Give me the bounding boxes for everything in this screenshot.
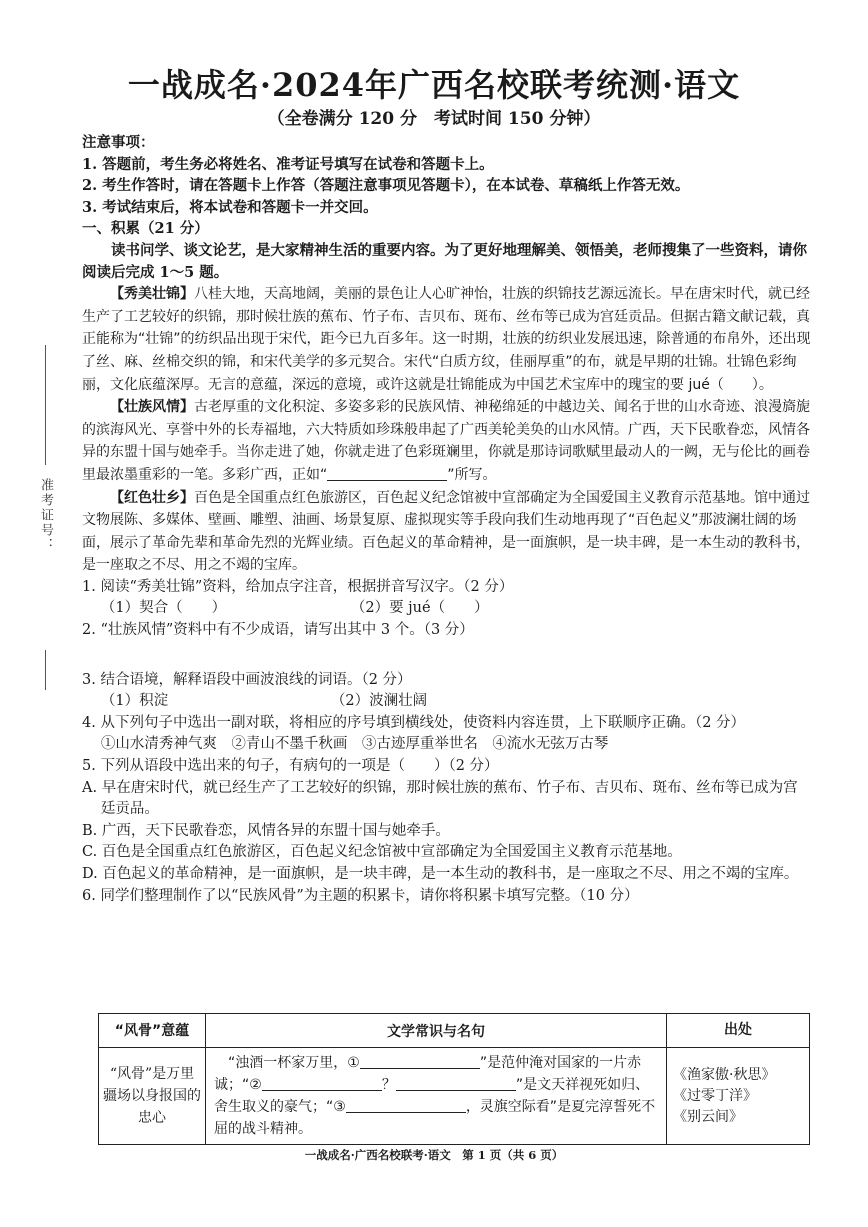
side-label-candidate-number: 准考证号：: [38, 478, 53, 553]
exam-title: 一战成名·2024年广西名校联考统测·语文: [127, 66, 741, 104]
question-3-parts: [82, 691, 812, 713]
question-1-parts: [82, 598, 812, 620]
question-2-stem: 2. “壮族风情”资料中有不少成语，请写出其中 3 个。（3 分）: [82, 622, 474, 639]
material-tag: 【壮族风情】: [110, 399, 194, 416]
question-1-stem: 1. 阅读“秀美壮锦”资料，给加点字注音，根据拼音写汉字。（2 分）: [82, 578, 514, 595]
card-header-source: 出处: [667, 1014, 810, 1048]
material-text: 八桂大地，天高地阔，美丽的景色让人心旷神怡，壮族的织锦技艺源远流长。早在唐宋时代，就已经生产了工艺较好的织锦，那时候壮族的蕉布、竹子布、吉贝布、斑布、丝布等已成为宫廷贡品。但据古籍文献记载，真正能称为“壮锦”的纺织品出现于宋代，距今已九百多年。这一时期，壮族的纺织业发展迅速，除普通的布帛外，还出现了丝、麻、丝棉交织的锦，和宋代美学的多元契合。宋代“白质方纹，佳丽厚重”的布，就是早期的壮锦。壮锦色彩绚丽，文化底蕴深厚。无言的意蕴，深远的意境，或许这就是壮锦能成为中国艺术宝库中的瑰宝的要 jué（ ）。: [82, 286, 811, 393]
answer-space[interactable]: [82, 642, 812, 670]
side-divider-bottom: [45, 650, 46, 690]
section-heading: 一、积累（21 分）: [82, 220, 209, 238]
question-5-option-c: C. 百色是全国重点红色旅游区，百色起义纪念馆被中宣部确定为全国爱国主义教育示范基地。: [82, 844, 682, 861]
page-footer: 一战成名·广西名校联考·语文 第 1 页（共 6 页）: [304, 1148, 564, 1162]
card-sources: [667, 1048, 810, 1145]
card-header-row: [99, 1014, 810, 1048]
accumulation-card: [98, 1013, 810, 1145]
card-text: ？: [381, 1077, 396, 1093]
question-3-stem: 3. 结合语境，解释语段中画波浪线的词语。（2 分）: [82, 671, 412, 688]
answer-blank[interactable]: [327, 465, 447, 481]
answer-blank-1[interactable]: [360, 1053, 480, 1069]
question-4-options: ①山水清秀神气爽 ②青山不墨千秋画 ③古迹厚重举世名 ④流水无弦万古琴: [100, 736, 609, 753]
question-4-stem: 4. 从下列句子中选出一副对联，将相应的序号填到横线处，使资料内容连贯，上下联顺序正确。（2 分）: [82, 714, 746, 731]
exam-content: [82, 132, 812, 907]
notice-item-2: 2. 考生作答时，请在答题卡上作答（答题注意事项见答题卡），在本试卷、草稿纸上作答无效。: [82, 177, 690, 195]
material-text: 百色是全国重点红色旅游区，百色起义纪念馆被中宣部确定为全国爱国主义教育示范基地。馆中通过文物展陈、多媒体、壁画、雕塑、油画、场景复原、虚拟现实等手段向我们生动地再现了“百色起义”那波澜壮阔的场面，展示了革命先辈和革命先烈的光辉业绩。百色起义的革命精神，是一面旗帜，是一块丰碑，是一本生动的教科书，是一座取之不尽、用之不竭的宝库。: [82, 489, 810, 574]
material-tag: 【秀美壮锦】: [110, 286, 194, 303]
card-text: “浊酒一杯家万里，①: [214, 1055, 360, 1071]
section-intro: 读书问学、谈文论艺，是大家精神生活的重要内容。为了更好地理解美、领悟美，老师搜集了一些资料，请你阅读后完成 1～5 题。: [82, 241, 807, 281]
card-meaning: “风骨”是万里疆场以身报国的忠心: [99, 1048, 206, 1145]
card-header-meaning: “风骨”意蕴: [99, 1014, 206, 1048]
question-5-option-b: B. 广西，天下民歌眷恋，风情各异的东盟十国与她牵手。: [82, 822, 450, 839]
answer-blank-3[interactable]: [346, 1097, 466, 1113]
answer-blank-2b[interactable]: [396, 1075, 516, 1091]
card-literature: [206, 1048, 667, 1145]
card-text: ，灵旗空际看”是夏完淳誓死不屈的战斗精神。: [214, 1099, 656, 1137]
card-source-3: 《别云间》: [673, 1108, 743, 1125]
question-5-stem: 5. 下列从语段中选出来的句子，有病句的一项是（ ）（2 分）: [82, 758, 499, 775]
card-text: ”是文天祥视死如归、舍生取义的豪气；“③: [214, 1077, 650, 1115]
exam-subtitle: （全卷满分 120 分 考试时间 150 分钟）: [267, 109, 601, 129]
question-6-stem: 6. 同学们整理制作了以“民族风骨”为主题的积累卡，请你将积累卡填写完整。（10 分）: [82, 887, 639, 904]
answer-blank-2a[interactable]: [262, 1075, 382, 1091]
material-text: ”所写。: [447, 466, 497, 483]
card-text: ”是范仲淹对国家的一片赤诚；“②: [214, 1055, 642, 1093]
question-5-option-d: D. 百色起义的革命精神，是一面旗帜，是一块丰碑，是一本生动的教科书，是一座取之不尽、用之不竭的宝库。: [82, 866, 799, 882]
card-row: [99, 1048, 810, 1145]
question-1-part-a: （1）契合（ ）: [100, 600, 227, 617]
question-1-part-b: （2）要 jué（ ）: [350, 600, 489, 617]
question-3-part-a: （1）积淀: [100, 693, 169, 710]
material-tag: 【红色壮乡】: [110, 489, 194, 506]
question-5-option-a: A. 早在唐宋时代，就已经生产了工艺较好的织锦，那时候壮族的蕉布、竹子布、吉贝布、斑布、丝布等已成为宫廷贡品。: [82, 779, 798, 818]
card-source-1: 《渔家傲·秋思》: [673, 1066, 776, 1083]
notice-item-1: 1. 答题前，考生务必将姓名、准考证号填写在试卷和答题卡上。: [82, 155, 494, 173]
card-header-literature: 文学常识与名句: [206, 1014, 667, 1048]
material-brocade: [82, 283, 812, 396]
side-divider-top: [45, 345, 46, 465]
notice-heading: 注意事项：: [82, 134, 155, 151]
card-source-2: 《过零丁洋》: [673, 1087, 757, 1104]
material-red-land: [82, 487, 812, 577]
material-text: 古老厚重的文化积淀、多姿多彩的民族风情、神秘绵延的中越边关、闻名于世的山水奇迹、浪漫旖旎的滨海风光、享誉中外的长寿福地，六大特质如珍珠般串起了广西美轮美奂的山水风情。广西，天下民歌眷恋，风情各异的东盟十国与她牵手。当你走进了她，你就走进了色彩斑斓里，你就是那诗词歌赋里最动人的一阙，无与伦比的画卷里最浓墨重彩的一笔。多彩广西，正如“: [82, 399, 810, 483]
notice-item-3: 3. 考试结束后，将本试卷和答题卡一并交回。: [82, 198, 378, 216]
material-customs: [82, 396, 812, 486]
question-3-part-b: （2）波澜壮阔: [330, 693, 428, 710]
